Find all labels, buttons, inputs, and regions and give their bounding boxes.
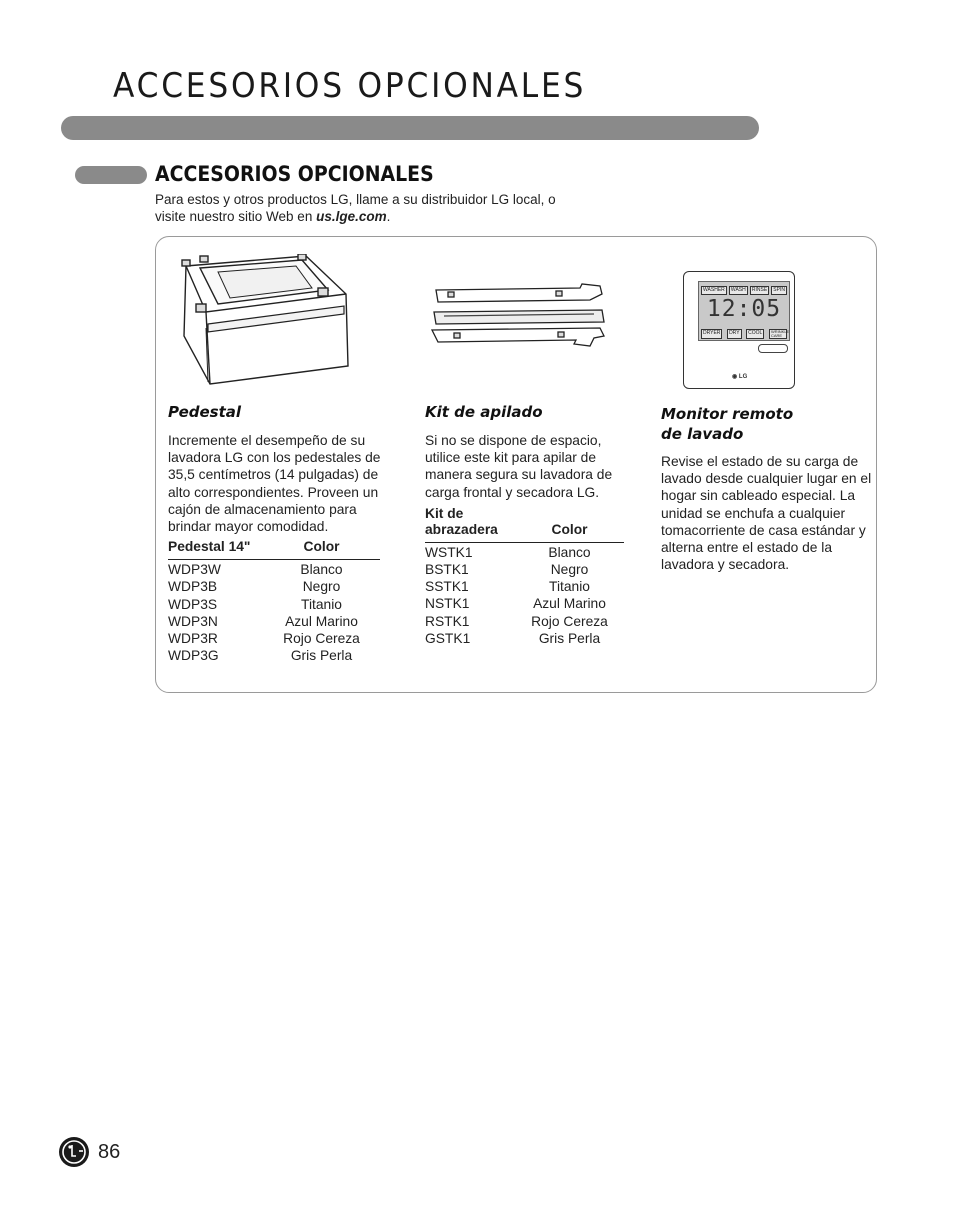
stacking-kit-description: Si no se dispone de espacio, utilice este kit para apilar de manera segura su lavadora de carga frontal y secadora LG.: [425, 433, 613, 500]
stacking-kit-image: [430, 282, 608, 352]
monitor-label-rinse: RINSE: [751, 287, 768, 293]
title-divider-bar: [61, 116, 759, 140]
table-header-row: [168, 539, 380, 560]
model-cell: WDP3S: [168, 596, 218, 612]
monitor-label-wrinkle-care: WRINKLE CARE: [770, 329, 790, 338]
model-cell: SSTK1: [425, 579, 469, 595]
table-row: [425, 578, 624, 595]
monitor-brand-logo: ◉ LG: [732, 374, 748, 380]
page-number: 86: [98, 1141, 121, 1163]
table-header: Color: [551, 521, 588, 537]
monitor-toggle-button: [758, 344, 788, 353]
intro-end: .: [386, 209, 391, 224]
table-row: [168, 613, 380, 630]
model-cell: WDP3B: [168, 579, 218, 595]
table-row: [168, 578, 380, 595]
pedestal-description: Incremente el desempeño de su lavadora LG con los pedestales de 35,5 centímetros (14 pulgadas) de alto correspondientes. Proveen un cajón de almacenamiento para brindar mayor comodidad.: [168, 433, 381, 535]
remote-monitor-title: Monitor remoto de lavado: [661, 405, 794, 443]
page-title: ACCESORIOS OPCIONALES: [113, 66, 587, 106]
model-cell: NSTK1: [425, 596, 470, 612]
monitor-time-display: 12:05: [706, 296, 782, 322]
color-cell: Titanio: [301, 596, 342, 612]
stacking-kit-column: [425, 402, 635, 647]
pedestal-image: [178, 254, 356, 386]
table-row: [425, 613, 624, 630]
model-cell: WDP3R: [168, 631, 218, 647]
intro-text: Para estos y otros productos LG, llame a su distribuidor LG local, o visite nuestro sitio Web en: [155, 192, 556, 224]
website-link[interactable]: us.lge.com: [316, 209, 387, 224]
table-row: [168, 647, 380, 664]
table-row: [425, 595, 624, 612]
monitor-label-wash: WASH: [730, 287, 746, 293]
stacking-kit-table: [425, 506, 624, 647]
table-header: Kit de abrazadera: [425, 505, 498, 537]
model-cell: WDP3N: [168, 613, 218, 629]
intro-paragraph: [155, 191, 575, 225]
pedestal-title: Pedestal: [168, 403, 242, 421]
table-row: [168, 596, 380, 613]
model-cell: GSTK1: [425, 630, 471, 646]
remote-monitor-description: Revise el estado de su carga de lavado desde cualquier lugar en el hogar sin cableado especial. La unidad se enchufa a cualquier tomacorriente de casa estándar y alterna entre el estado de la lavadora y secadora.: [661, 454, 872, 573]
monitor-label-cool: COOL: [746, 329, 764, 339]
remote-monitor-image: [683, 271, 795, 389]
monitor-label-washer: WASHER: [703, 287, 725, 293]
section-heading: ACCESORIOS OPCIONALES: [155, 162, 434, 186]
color-cell: Negro: [550, 562, 589, 578]
table-header-row: [425, 506, 624, 543]
stacking-kit-title: Kit de apilado: [425, 403, 543, 421]
color-cell: Rojo Cereza: [531, 613, 608, 629]
remote-monitor-column: [661, 404, 873, 573]
monitor-label-dry: DRY: [727, 329, 741, 339]
section-marker: [75, 166, 147, 184]
color-cell: Titanio: [549, 579, 590, 595]
monitor-label-spin: SPIN: [773, 287, 785, 293]
lg-logo-icon: [59, 1137, 89, 1167]
table-row: [168, 630, 380, 647]
color-cell: Blanco: [548, 544, 591, 560]
table-row: [425, 630, 624, 647]
model-cell: WSTK1: [425, 544, 473, 560]
color-cell: Gris Perla: [290, 648, 353, 664]
color-cell: Blanco: [300, 562, 343, 578]
table-row: [168, 560, 380, 579]
monitor-label-dryer: DRYER: [701, 329, 722, 339]
model-cell: BSTK1: [425, 562, 469, 578]
model-cell: WDP3G: [168, 648, 219, 664]
model-cell: WDP3W: [168, 562, 221, 578]
color-cell: Azul Marino: [285, 613, 358, 629]
model-cell: RSTK1: [425, 613, 470, 629]
table-header: Pedestal 14": [168, 539, 251, 555]
color-cell: Gris Perla: [538, 630, 601, 646]
monitor-lcd-panel: [698, 281, 790, 341]
table-row: [425, 542, 624, 561]
table-row: [425, 561, 624, 578]
color-cell: Azul Marino: [533, 596, 606, 612]
color-cell: Negro: [302, 579, 341, 595]
pedestal-table: [168, 539, 380, 664]
table-header: Color: [303, 539, 340, 555]
color-cell: Rojo Cereza: [283, 631, 360, 647]
pedestal-column: [168, 402, 383, 664]
